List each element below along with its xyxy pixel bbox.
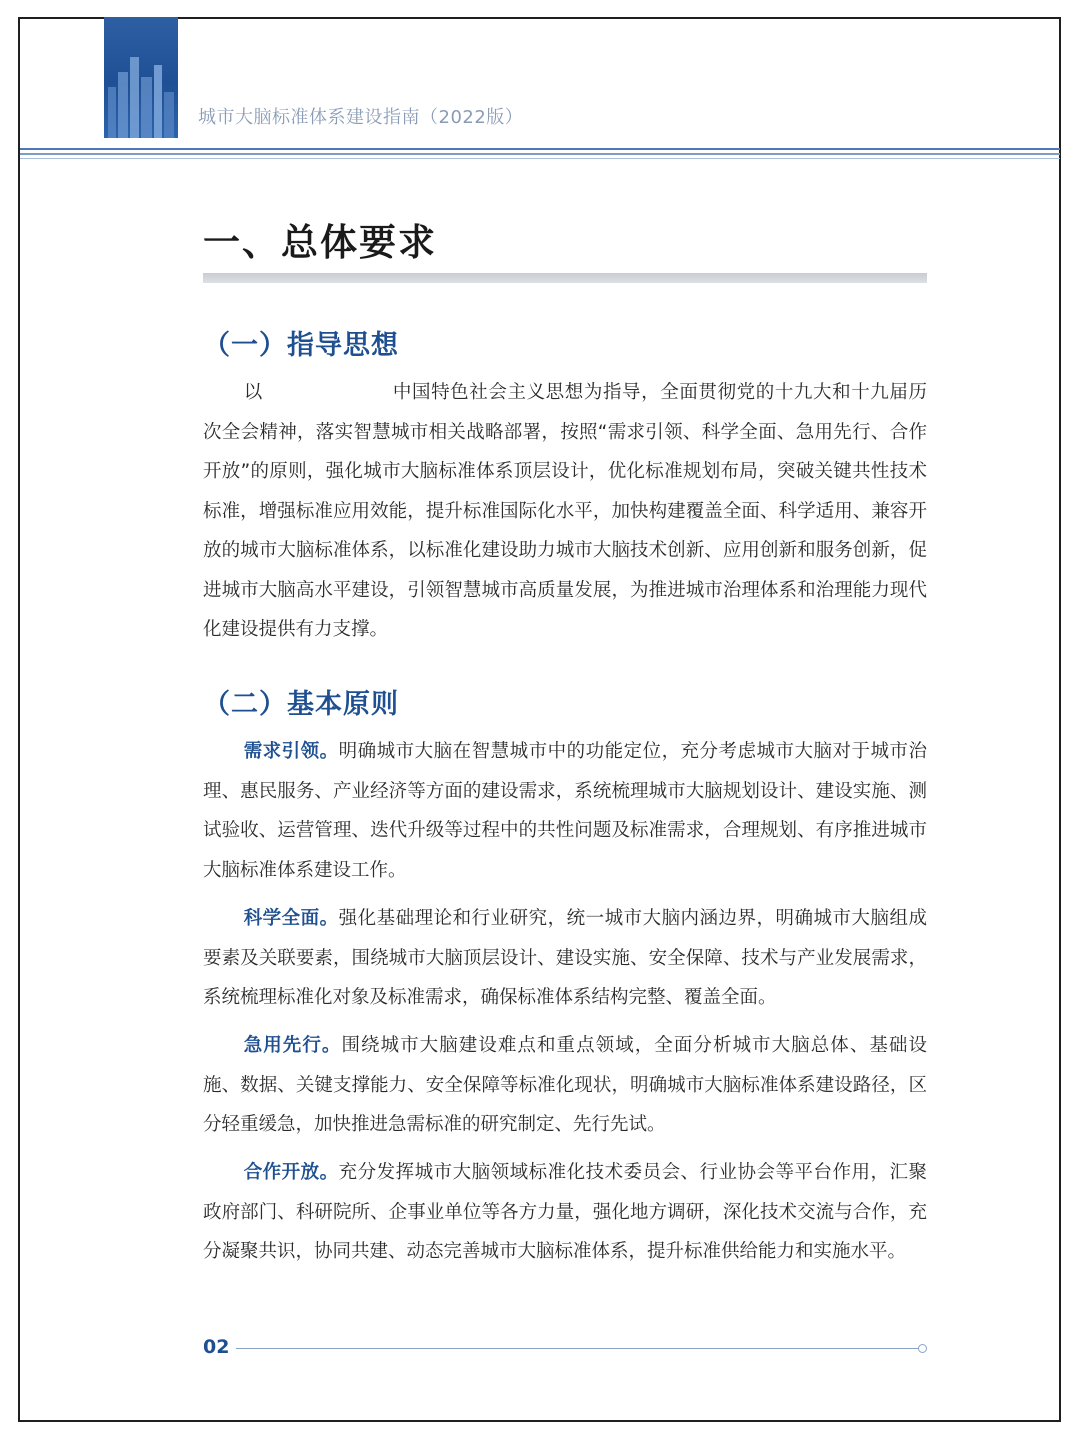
- header-city-image: [104, 17, 178, 138]
- subsection-title-guiding-ideology: （一）指导思想: [203, 330, 399, 361]
- principle-lead: 科学全面。: [243, 908, 339, 929]
- principle-lead: 急用先行。: [243, 1035, 342, 1056]
- principle-text: 强化基础理论和行业研究，统一城市大脑内涵边界，明确城市大脑组成要素及关联要素，围绕城市大脑顶层设计、建设实施、安全保障、技术与产业发展需求，系统梳理标准化对象及标准需求，确保标准体系结构完整、覆盖全面。: [203, 908, 927, 1008]
- principle-text: 充分发挥城市大脑领域标准化技术委员会、行业协会等平台作用，汇聚政府部门、科研院所、企事业单位等各方力量，强化地方调研，深化技术交流与合作，充分凝聚共识，协同共建、动态完善城市大脑标准体系，提升标准供给能力和实施水平。: [203, 1162, 927, 1262]
- document-header-title: 城市大脑标准体系建设指南（2022版）: [198, 107, 524, 128]
- footer-rule: [236, 1348, 918, 1349]
- principle-lead: 合作开放。: [243, 1162, 339, 1183]
- header-rule: [20, 153, 1060, 155]
- principle-lead: 需求引领。: [243, 741, 339, 762]
- page-number: 02: [203, 1336, 230, 1358]
- principle-text: 明确城市大脑在智慧城市中的功能定位，充分考虑城市大脑对于城市治理、惠民服务、产业经济等方面的建设需求，系统梳理城市大脑规划设计、建设实施、测试验收、运营管理、迭代升级等过程中的共性问题及标准需求，合理规划、有序推进城市大脑标准体系建设工作。: [203, 741, 927, 881]
- principle-paragraph: [203, 1026, 927, 1145]
- section-title: 一、总体要求: [203, 221, 437, 264]
- principle-paragraph: [203, 1153, 927, 1272]
- principle-paragraph: [203, 732, 927, 890]
- principle-text: 围绕城市大脑建设难点和重点领域，全面分析城市大脑总体、基础设施、数据、关键支撑能力、安全保障等标准化现状，明确城市大脑标准体系建设路径，区分轻重缓急，加快推进急需标准的研究制定、先行先试。: [203, 1035, 927, 1135]
- subsection-title-basic-principles: （二）基本原则: [203, 689, 399, 720]
- city-skyline-icon: [104, 17, 178, 138]
- principle-paragraph: [203, 899, 927, 1018]
- header-rule: [20, 148, 1060, 150]
- section-title-underline: [203, 273, 927, 283]
- paragraph-prefix: 以: [243, 382, 263, 403]
- header-rule: [20, 158, 1060, 159]
- paragraph-text: 中国特色社会主义思想为指导，全面贯彻党的十九大和十九届历次全会精神，落实智慧城市相关战略部署，按照“需求引领、科学全面、急用先行、合作开放”的原则，强化城市大脑标准体系顶层设计，优化标准规划布局，突破关键共性技术标准，增强标准应用效能，提升标准国际化水平，加快构建覆盖全面、科学适用、兼容开放的城市大脑标准体系，以标准化建设助力城市大脑技术创新、应用创新和服务创新，促进城市大脑高水平建设，引领智慧城市高质量发展，为推进城市治理体系和治理能力现代化建设提供有力支撑。: [203, 382, 927, 640]
- guiding-ideology-paragraph: [203, 373, 927, 650]
- footer-dot-icon: [918, 1344, 927, 1353]
